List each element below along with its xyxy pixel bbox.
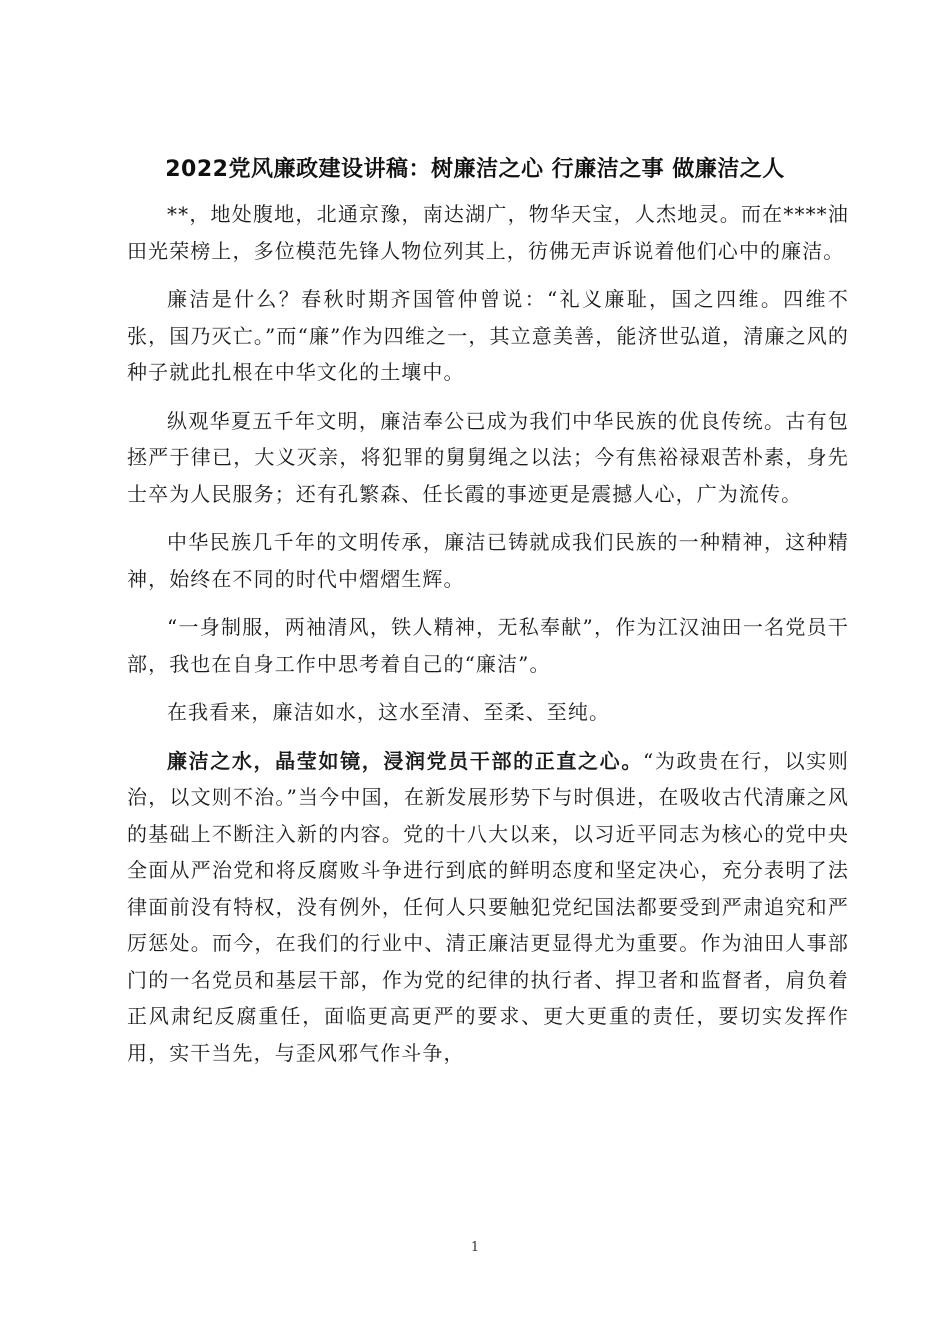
- paragraph-lead: 廉洁之水，晶莹如镜，浸润党员干部的正直之心。: [167, 748, 643, 773]
- paragraph-text: 纵观华夏五千年文明，廉洁奉公已成为我们中华民族的优良传统。古有包拯严于律已，大义灭亲，将犯罪的舅舅绳之以法；今有焦裕禄艰苦朴素，身先士卒为人民服务；还有孔繁森、任长霞的事迹更是震撼人心，广为流传。: [127, 408, 849, 506]
- paragraph-text: **，地处腹地，北通京豫，南达湖广，物华天宝，人杰地灵。而在****油田光荣榜上，多位模范先锋人物位列其上，彷佛无声诉说着他们心中的廉洁。: [127, 202, 849, 263]
- paragraph-1: [127, 196, 849, 269]
- paragraph-3: [127, 403, 849, 513]
- paragraph-6: [127, 694, 849, 731]
- paragraph-text: “一身制服，两袖清风，铁人精神，无私奉献”，作为江汉油田一名党员干部，我也在自身工作中思考着自己的“廉洁”。: [127, 615, 849, 676]
- paragraph-2: [127, 281, 849, 391]
- document-title: 2022党风廉政建设讲稿：树廉洁之心 行廉洁之事 做廉洁之人: [165, 157, 785, 182]
- paragraph-text: 廉洁是什么？春秋时期齐国管仲曾说：“礼义廉耻，国之四维。四维不张，国乃灭亡。”而“廉”作为四维之一，其立意美善，能济世弘道，清廉之风的种子就此扎根在中华文化的土壤中。: [127, 287, 849, 384]
- page-number: 1: [470, 1240, 480, 1255]
- document-body: [127, 196, 849, 1083]
- paragraph-text: “为政贵在行，以实则治，以文则不治。”当今中国，在新发展形势下与时俱进，在吸收古代清廉之风的基础上不断注入新的内容。党的十八大以来，以习近平同志为核心的党中央全面从严治党和将反腐败斗争进行到底的鲜明态度和坚定决心，充分表明了法律面前没有特权，没有例外，任何人只要触犯党纪国法都要受到严肃追究和严厉惩处。而今，在我们的行业中、清正廉洁更显得尤为重要。作为油田人事部门的一名党员和基层干部，作为党的纪律的执行者、捍卫者和监督者，肩负着正风肃纪反腐重任，面临更高更严的要求、更大更重的责任，要切实发挥作用，实干当先，与歪风邪气作斗争，: [127, 748, 850, 1065]
- paragraph-7: [127, 743, 849, 1072]
- paragraph-5: [127, 609, 849, 682]
- paragraph-text: 在我看来，廉洁如水，这水至清、至柔、至纯。: [167, 700, 611, 724]
- paragraph-4: [127, 524, 849, 597]
- paragraph-text: 中华民族几千年的文明传承，廉洁已铸就成我们民族的一种精神，这种精神，始终在不同的时代中熠熠生辉。: [127, 530, 849, 591]
